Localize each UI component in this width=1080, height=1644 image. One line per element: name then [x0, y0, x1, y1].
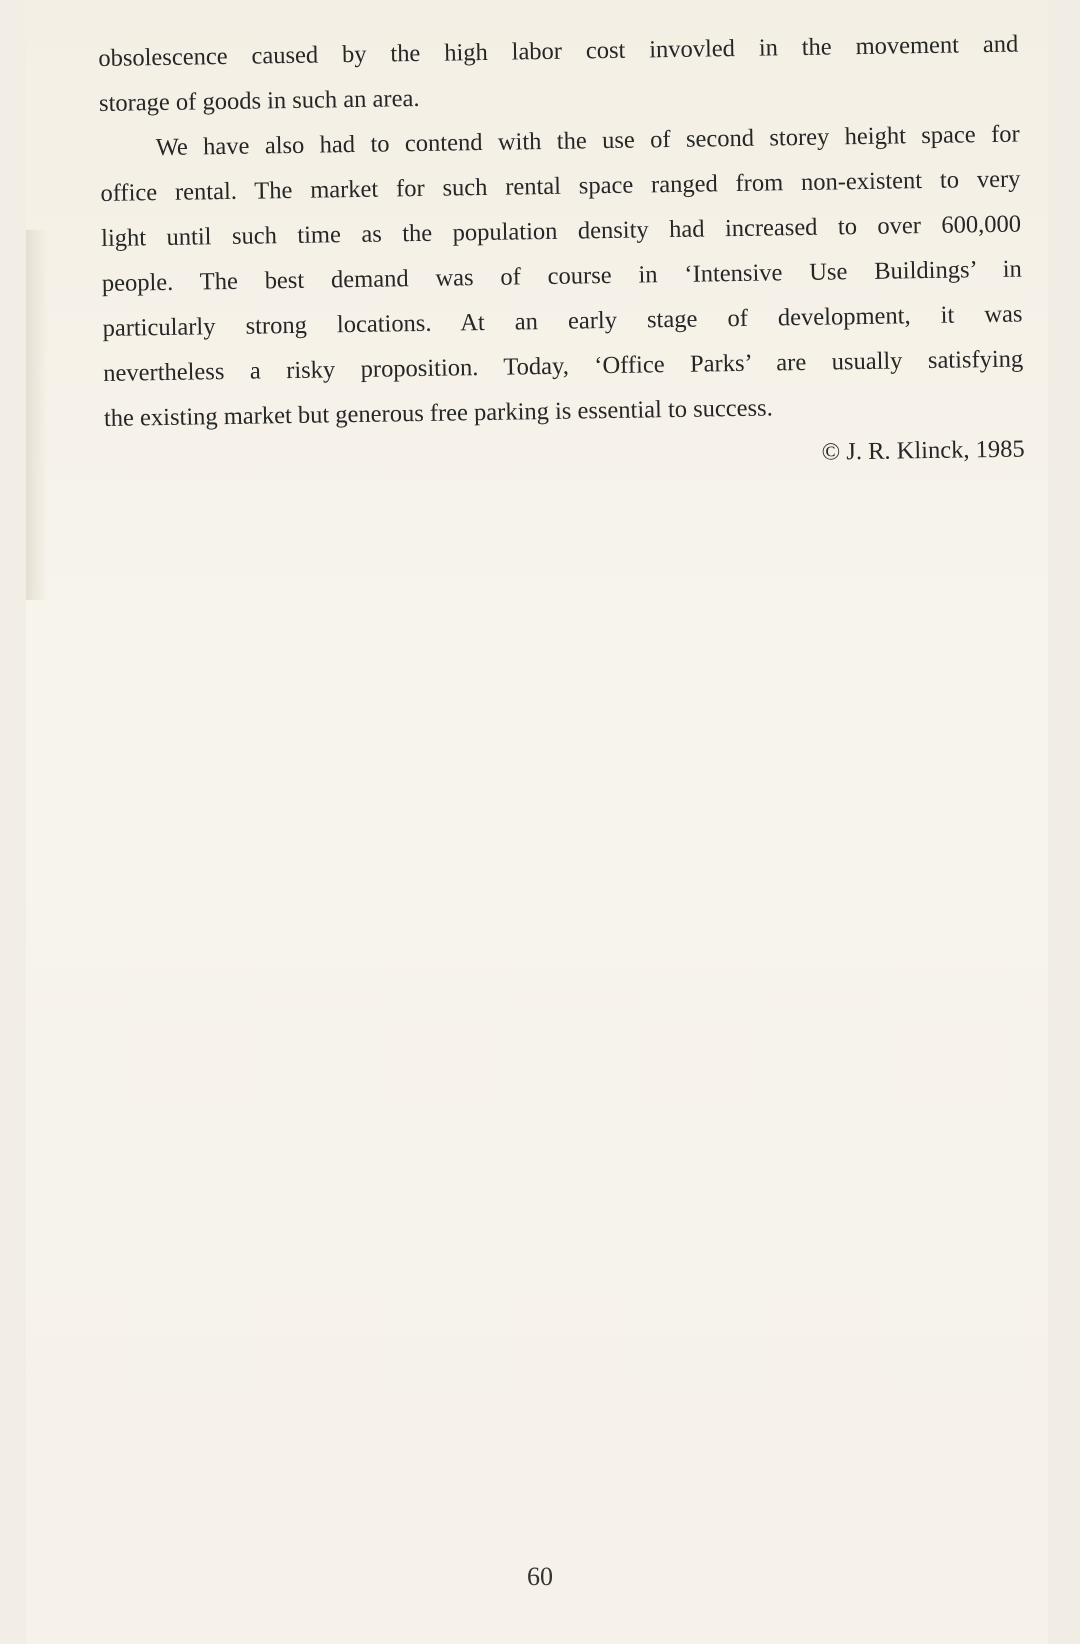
text-line: light until such time as the population density had increased to over 600,000 [100, 210, 1022, 252]
page-right-edge [1048, 0, 1080, 1644]
body-text [98, 22, 1025, 486]
text-line: nevertheless a risky proposition. Today, ‘Office Parks’ are usually satisfying [103, 345, 1024, 387]
text-line: obsolescence caused by the high labor cost invovled in the movement and [98, 30, 1019, 72]
page-shadow [26, 230, 48, 600]
text-line: the existing market but generous free parking is essential to success. [103, 394, 773, 432]
text-line: storage of goods in such an area. [98, 84, 420, 117]
paragraph-start-line: We have also had to contend with the use of second storey height space for [155, 120, 1020, 162]
text-line: particularly strong locations. At an early stage of development, it was [102, 300, 1023, 342]
page-number: 60 [527, 1562, 553, 1591]
text-line: people. The best demand was of course in ‘Intensive Use Buildings’ in [101, 255, 1022, 297]
copyright-signature: © J. R. Klinck, 1985 [821, 435, 1025, 466]
page-left-edge [0, 0, 26, 1644]
text-line: office rental. The market for such rental space ranged from non-existent to very [100, 165, 1021, 207]
